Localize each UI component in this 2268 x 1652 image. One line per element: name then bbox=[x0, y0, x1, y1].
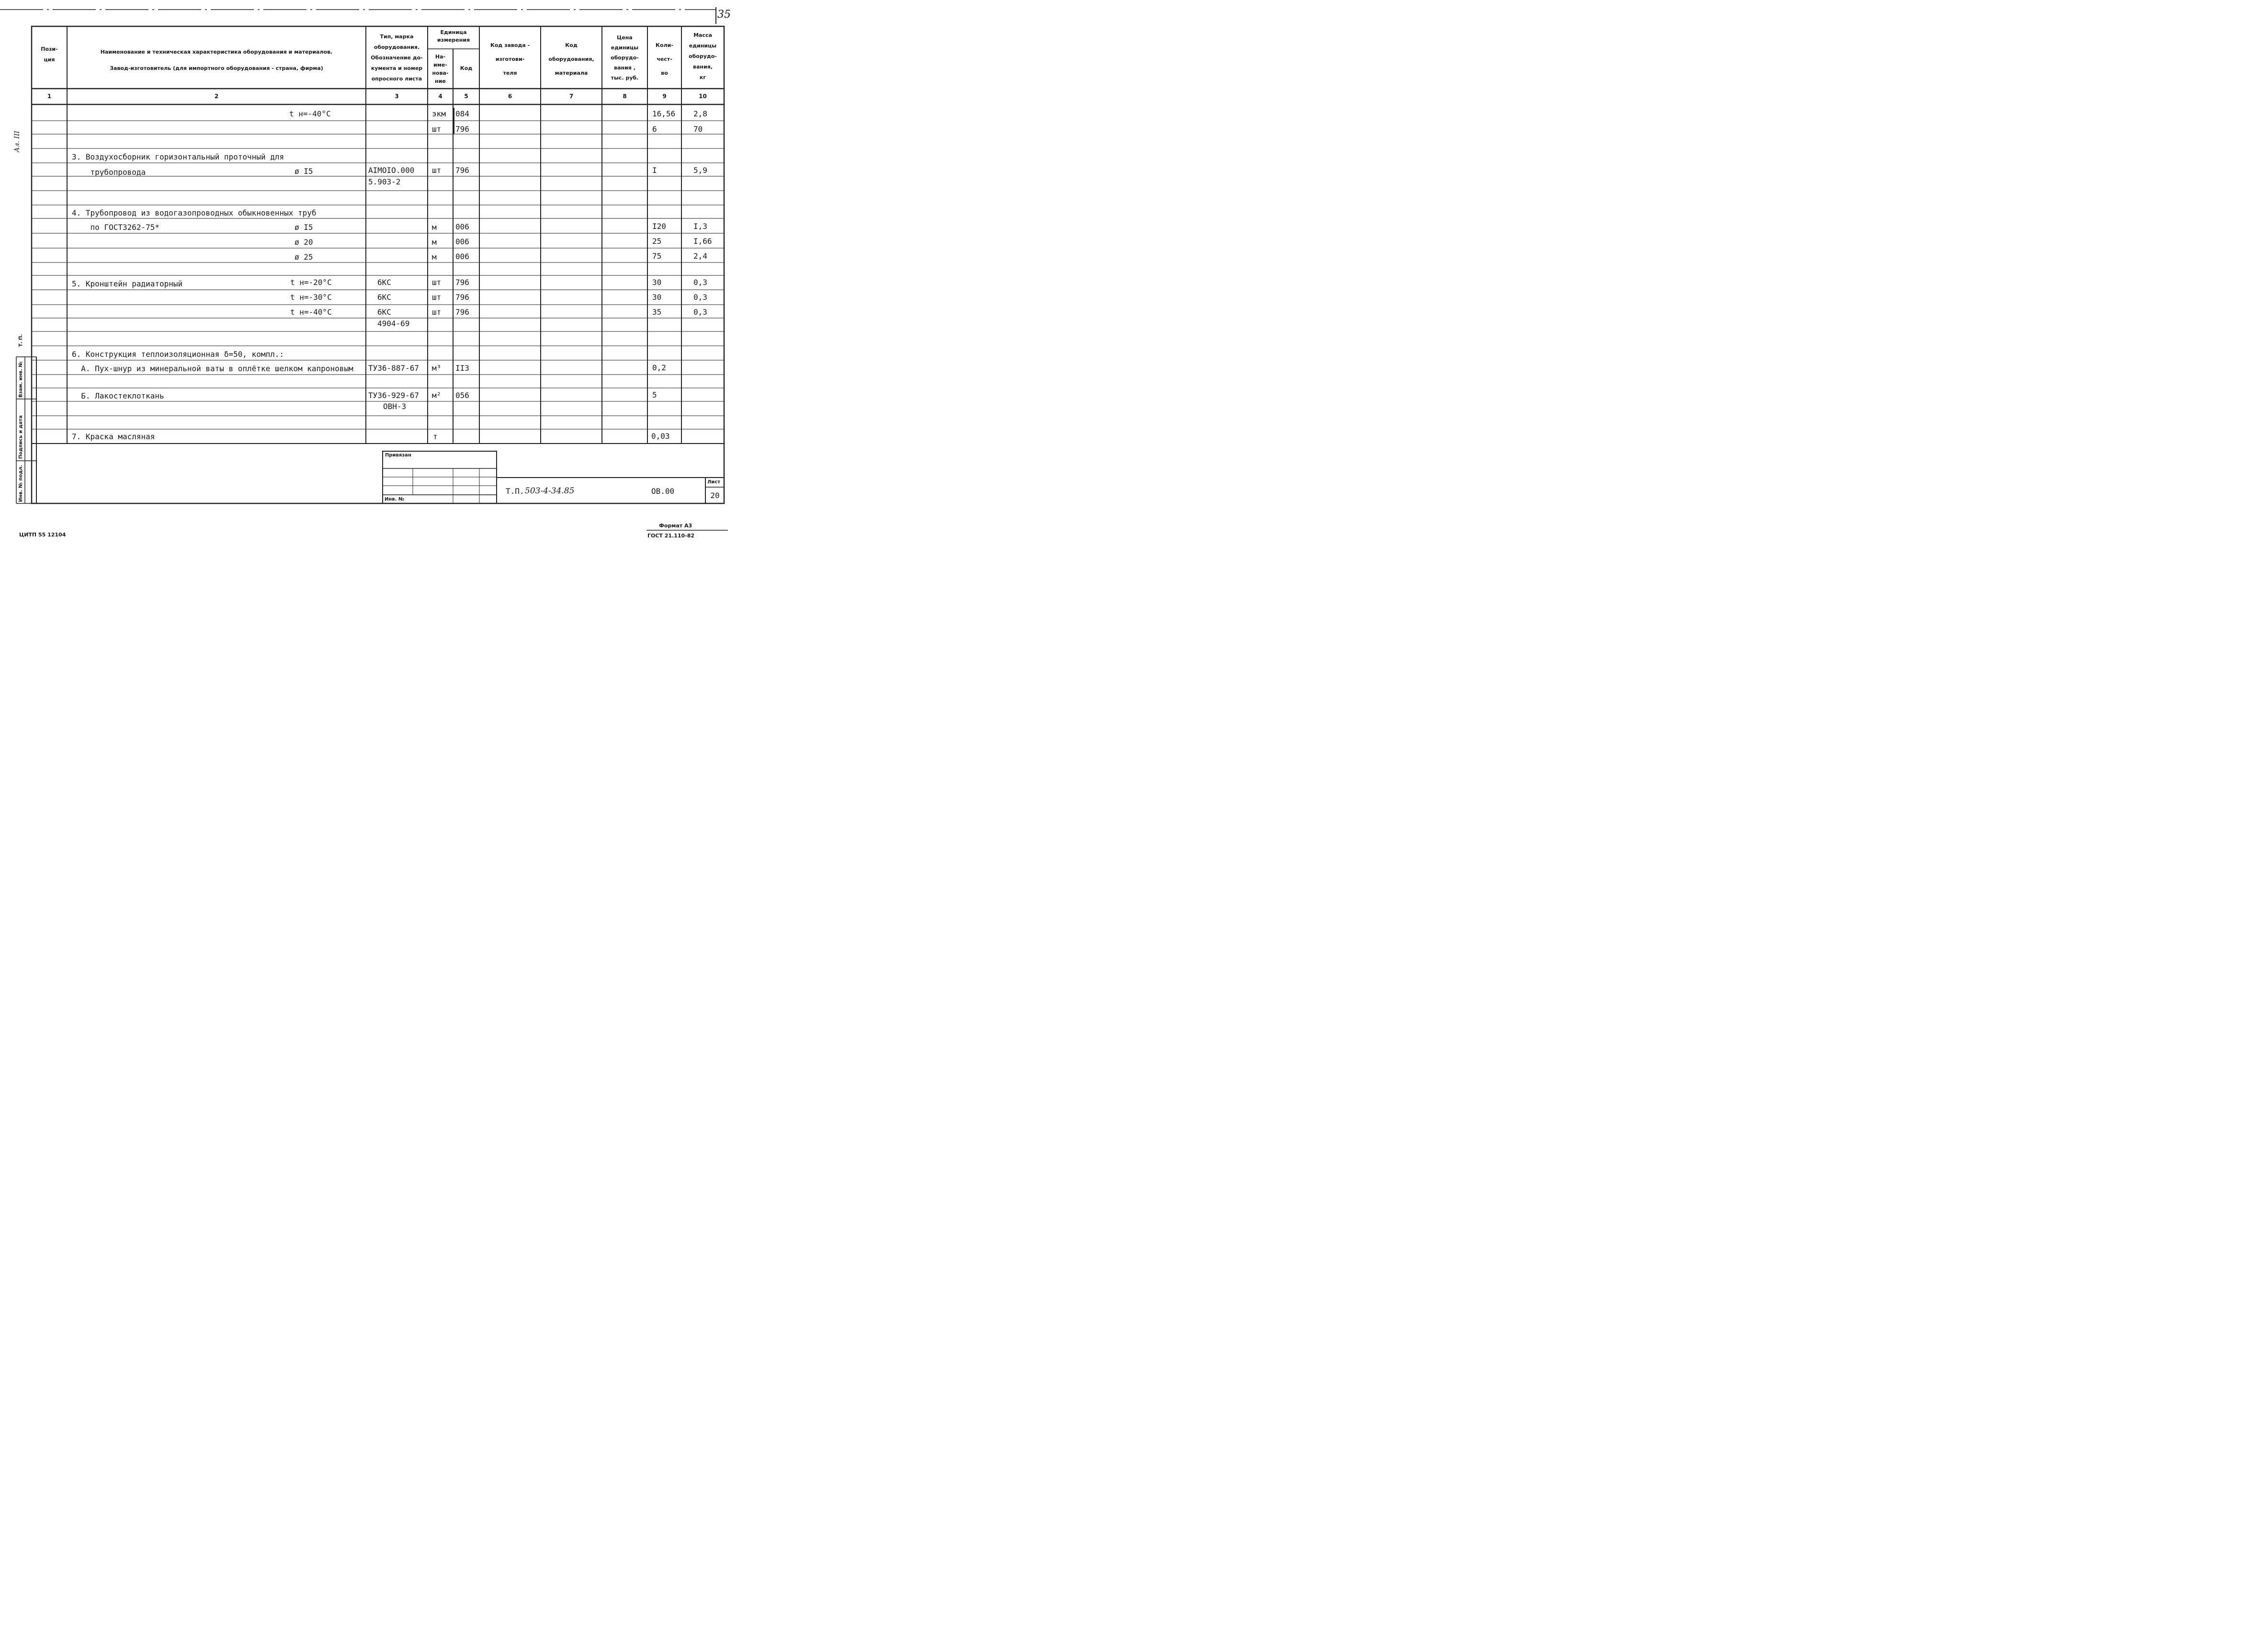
side-label-vzam: Взам. инв. № bbox=[18, 361, 23, 398]
header-col5: Код bbox=[460, 65, 473, 71]
table-row-10-code: 796 bbox=[455, 293, 469, 302]
col-number-2: 2 bbox=[214, 93, 219, 100]
table-row-12-type: 4904-69 bbox=[377, 319, 410, 328]
table-row-8-code: 006 bbox=[455, 252, 469, 261]
table-row-11-code: 796 bbox=[455, 308, 469, 317]
doc-section: ОВ.00 bbox=[651, 487, 675, 496]
table-row-7-mass: I,66 bbox=[693, 237, 712, 246]
table-row-17-qty: 0,03 bbox=[651, 432, 670, 441]
table-row-0-unit: экм bbox=[432, 109, 446, 118]
table-row-3-code: 796 bbox=[455, 166, 469, 175]
table-row-3-name: трубопровода bbox=[72, 168, 146, 177]
header-col6: Код завода - изготови- теля bbox=[490, 42, 530, 76]
header-col7: Код оборудования, материала bbox=[548, 42, 594, 76]
table-row-7-unit: м bbox=[432, 238, 437, 247]
table-row-1-mass: 70 bbox=[693, 125, 703, 134]
table-row-15-unit: м² bbox=[432, 391, 442, 400]
header-col3: Тип, марка оборудования. Обозначение до- кумента и номер опросного листа bbox=[371, 34, 423, 82]
table-row-0-mass: 2,8 bbox=[693, 109, 707, 118]
table-row-2-name: 3. Воздухосборник горизонтальный проточный для bbox=[72, 152, 284, 161]
doc-number: 503-4-34.85 bbox=[525, 486, 575, 496]
table-row-3-unit: шт bbox=[432, 166, 442, 175]
header-col8: Цена единицы оборудо- вания , тыс. руб. bbox=[611, 34, 639, 81]
table-row-0-name-right: t н=-40°С bbox=[289, 109, 331, 118]
col-number-4: 4 bbox=[438, 93, 442, 100]
footer-gost: ГОСТ 21.110-82 bbox=[647, 533, 695, 539]
table-row-14-qty: 0,2 bbox=[652, 363, 666, 372]
table-row-0-code: 084 bbox=[455, 109, 469, 118]
table-row-11-unit: шт bbox=[432, 308, 442, 317]
table-row-9-name-right: t н=-20°С bbox=[290, 278, 332, 287]
table-row-14-name: А. Пух-шнур из минеральной ваты в оплётке шелком капроновым bbox=[72, 364, 353, 373]
table-row-15-type: ТУ36-929-67 bbox=[368, 391, 419, 400]
table-row-9-code: 796 bbox=[455, 278, 469, 287]
table-row-14-unit: м³ bbox=[432, 364, 442, 373]
table-row-17-unit: т bbox=[433, 432, 438, 441]
table-row-6-mass: I,3 bbox=[693, 222, 707, 231]
table-row-10-mass: 0,3 bbox=[693, 293, 707, 302]
table-row-9-name: 5. Кронштейн радиаторный bbox=[72, 279, 183, 288]
header-col1: Пози- ция bbox=[41, 46, 58, 63]
table-row-11-type: 6КС bbox=[377, 308, 391, 317]
table-row-5-name: 4. Трубопровод из водогазопроводных обыкновенных труб bbox=[72, 208, 317, 217]
table-row-10-unit: шт bbox=[432, 293, 442, 302]
table-row-15-qty: 5 bbox=[652, 390, 657, 399]
header-col4: На- име- нова- ние bbox=[432, 54, 449, 84]
table-row-8-name-right: ø 25 bbox=[295, 252, 313, 262]
table-row-16-type: ОВН-3 bbox=[383, 402, 407, 411]
col-number-9: 9 bbox=[662, 93, 667, 100]
table-row-7-qty: 25 bbox=[652, 237, 662, 246]
page-number: 35 bbox=[717, 9, 731, 21]
col-number-7: 7 bbox=[569, 93, 574, 100]
stamp-inv-no: Инв. № bbox=[385, 497, 404, 502]
table-row-4-type: 5.903-2 bbox=[368, 177, 401, 186]
table-row-8-mass: 2,4 bbox=[693, 251, 707, 261]
table-row-6-name: по ГОСТ3262-75* bbox=[72, 223, 160, 232]
table-row-1-unit: шт bbox=[432, 125, 442, 134]
table-row-0-qty: 16,56 bbox=[652, 109, 676, 118]
doc-prefix: Т.П. bbox=[506, 487, 524, 496]
table-row-11-qty: 35 bbox=[652, 308, 662, 317]
table-row-8-unit: м bbox=[432, 252, 437, 262]
table-row-9-qty: 30 bbox=[652, 278, 662, 287]
table-row-13-name: 6. Конструкция теплоизоляционная δ=50, компл.: bbox=[72, 350, 284, 359]
header-unit-group: Единица измерения bbox=[437, 29, 470, 43]
stamp-privyazan: Привязан bbox=[385, 453, 411, 458]
table-row-9-type: 6КС bbox=[377, 278, 391, 287]
col-number-1: 1 bbox=[47, 93, 52, 100]
col-number-8: 8 bbox=[623, 93, 627, 100]
table-row-15-code: 056 bbox=[455, 391, 469, 400]
table-row-8-qty: 75 bbox=[652, 251, 662, 261]
table-row-10-type: 6КС bbox=[377, 293, 391, 302]
table-row-6-qty: I20 bbox=[652, 222, 666, 231]
margin-note: Ал. III bbox=[13, 130, 21, 152]
table-row-10-name-right: t н=-30°С bbox=[290, 293, 332, 302]
header-col10: Масса единицы оборудо- вания, кг bbox=[689, 32, 717, 80]
table-row-1-code: 796 bbox=[455, 125, 469, 134]
table-row-6-code: 006 bbox=[455, 222, 469, 231]
col-number-6: 6 bbox=[508, 93, 512, 100]
sheet-label: Лист bbox=[707, 479, 721, 485]
table-row-14-type: ТУ36-887-67 bbox=[368, 364, 419, 373]
side-label-inv: Инв. № подл. bbox=[18, 465, 23, 502]
table-row-11-name-right: t н=-40°С bbox=[290, 308, 332, 317]
table-row-3-type: АIМОIО.000 bbox=[368, 166, 415, 175]
table-row-3-qty: I bbox=[652, 166, 657, 175]
table-row-6-name-right: ø I5 bbox=[295, 223, 313, 232]
table-row-7-name-right: ø 20 bbox=[295, 238, 313, 247]
table-row-15-name: Б. Лакостеклоткань bbox=[72, 391, 164, 400]
sheet-number: 20 bbox=[710, 491, 720, 500]
col-number-5: 5 bbox=[464, 93, 468, 100]
table-row-9-unit: шт bbox=[432, 278, 442, 287]
table-row-3-mass: 5,9 bbox=[693, 166, 707, 175]
side-label-podpis: Подпись и дата bbox=[18, 415, 23, 459]
table-row-17-name: 7. Краска масляная bbox=[72, 432, 155, 441]
table-row-9-mass: 0,3 bbox=[693, 278, 707, 287]
table-row-6-unit: м bbox=[432, 223, 437, 232]
header-col2: Наименование и техническая характеристика оборудования и материалов. Завод-изготовитель (для импортного оборудования - страна, фирма) bbox=[100, 49, 333, 71]
table-row-1-qty: 6 bbox=[652, 125, 657, 134]
table-row-3-name-right: ø I5 bbox=[295, 167, 313, 176]
header-col9: Коли- чест- во bbox=[656, 42, 673, 76]
table-row-10-qty: 30 bbox=[652, 293, 662, 302]
footer-left: ЦИТП 55 12104 bbox=[19, 532, 66, 538]
table-row-14-code: II3 bbox=[455, 364, 469, 373]
side-label-tp: Т. П. bbox=[18, 334, 23, 347]
table-row-7-code: 006 bbox=[455, 237, 469, 246]
col-number-3: 3 bbox=[395, 93, 399, 100]
table-row-11-mass: 0,3 bbox=[693, 308, 707, 317]
footer-format: Формат А3 bbox=[659, 523, 692, 529]
col-number-10: 10 bbox=[699, 93, 707, 100]
